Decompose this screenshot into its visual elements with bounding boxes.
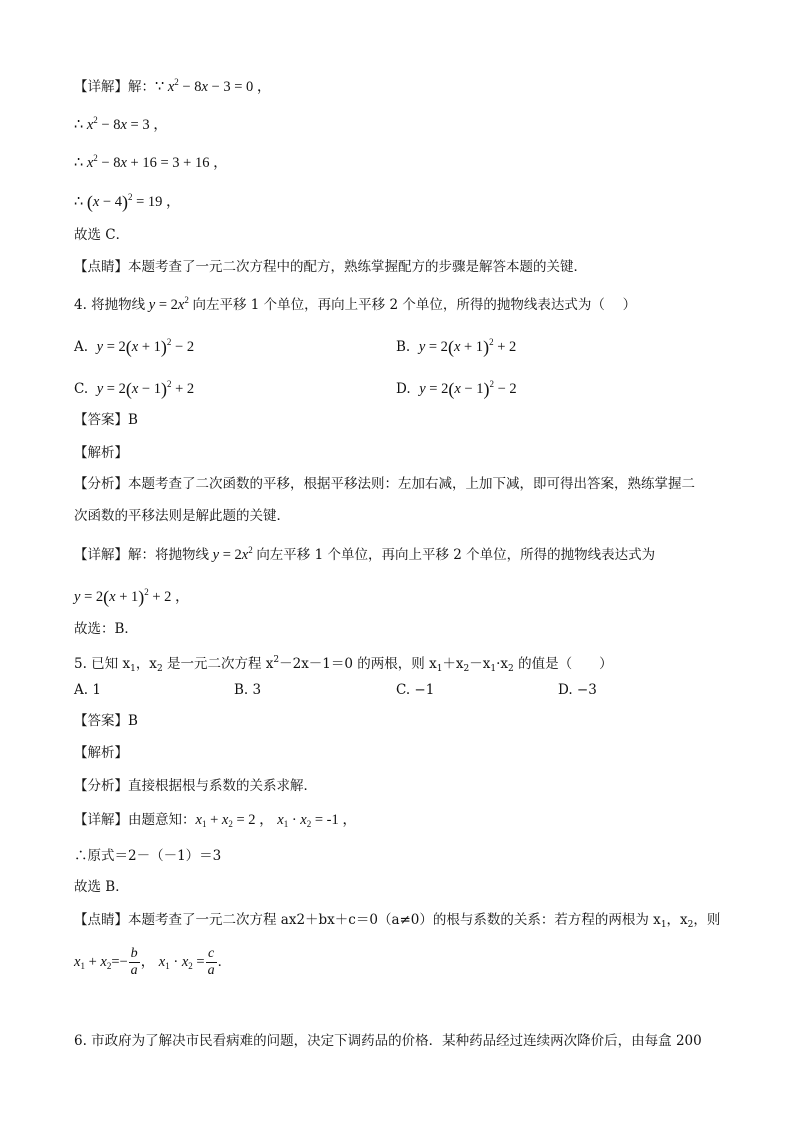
q5-option-c: C. −1 — [396, 682, 435, 698]
q5-detail-line: 【详解】由题意知：$x_1 + x_2 = 2$ ， $x_1 \cdot x_2 = -1$ ， — [74, 812, 357, 829]
q5-choice: 故选 B． — [74, 879, 129, 895]
question-5-stem: 5. 已知 $x_1$，$x_2$ 是一元二次方程 $x^2-2x-1=0$ 的两根，则 $x_1+x_2-x_1\cdot x_2$ 的值是（ ） — [74, 655, 613, 674]
option-b: B. $y = 2(x + 1)^2 + 2$ — [396, 337, 517, 357]
math-expression: ∴ $x^2 - 8x + 16 = 3 + 16$ ， — [74, 153, 228, 171]
math-expression: ∴ $(x - 4)^2 = 19$ ， — [74, 192, 181, 212]
option-a: A. $y = 2(x + 1)^2 - 2$ — [74, 337, 195, 357]
question-4-stem: 4. 将抛物线 $y = 2x^2$ 向左平移 1 个单位，再向上平移 2 个单位，所得的抛物线表达式为（ ） — [74, 295, 637, 313]
detail-q4-line-1: 【详解】解：将抛物线 $y = 2x^2$ 向左平移 1 个单位，再向上平移 2 个单位，所得的抛物线表达式为 — [74, 545, 656, 563]
answer-label: 【答案】B — [74, 412, 138, 428]
choice-statement-q4: 故选：B． — [74, 621, 138, 637]
analysis-text-1: 【分析】本题考查了二次函数的平移，根据平移法则：左加右减，上加下减，即可得出答案，熟练掌握二 — [74, 476, 695, 492]
q5-remark-1: 【点睛】本题考查了一元二次方程 ax2＋bx＋c＝0（a≠0）的根与系数的关系：若方程的两根为 $x_1$，$x_2$，则 — [74, 912, 721, 930]
option-d: D. $y = 2(x - 1)^2 - 2$ — [396, 379, 517, 399]
detail-line-4 — [74, 187, 181, 212]
choice-statement: 故选 C． — [74, 227, 130, 243]
remark-text: 【点睛】本题考查了一元二次方程中的配方，熟练掌握配方的步骤是解答本题的关键． — [74, 259, 587, 275]
detail-line-1 — [74, 72, 271, 97]
q5-remark-2: $x_1 + x_2=-$ $\frac{b}{a}$ ， $x_1 \cdot x_2$ = $\frac{c}{a}$ ． — [74, 946, 232, 978]
detail-q4-line-2: $y = 2(x + 1)^2 + 2$ ， — [74, 587, 190, 607]
analysis-text-2: 次函数的平移法则是解此题的关键． — [74, 508, 290, 524]
q5-option-d: D. −3 — [558, 682, 597, 698]
detail-line-3 — [74, 148, 228, 173]
math-expression: ∵ $x^2 - 8x - 3 = 0$ ， — [155, 77, 272, 95]
math-expression: ∴ $x^2 - 8x = 3$ ， — [74, 115, 168, 133]
q5-analysis-text: 【分析】直接根据根与系数的关系求解． — [74, 778, 317, 794]
q5-analysis-label: 【解析】 — [74, 745, 128, 761]
question-6-stem: 6. 市政府为了解决市民看病难的问题，决定下调药品的价格．某种药品经过连续两次降价后，由每盒 200 — [74, 1033, 702, 1049]
option-c: C. $y = 2(x - 1)^2 + 2$ — [74, 379, 195, 399]
q5-result: ∴原式＝2－（－1）＝3 — [74, 848, 222, 864]
q5-option-a: A. 1 — [74, 682, 101, 698]
detail-label: 【详解】解： — [74, 79, 155, 95]
q5-option-b: B. 3 — [234, 682, 262, 698]
fraction-c-over-a: $\frac{c}{a}$ — [207, 946, 215, 978]
fraction-b-over-a: $\frac{b}{a}$ — [130, 946, 138, 978]
q5-answer-label: 【答案】B — [74, 713, 138, 729]
analysis-label: 【解析】 — [74, 445, 128, 461]
detail-line-2 — [74, 110, 168, 135]
